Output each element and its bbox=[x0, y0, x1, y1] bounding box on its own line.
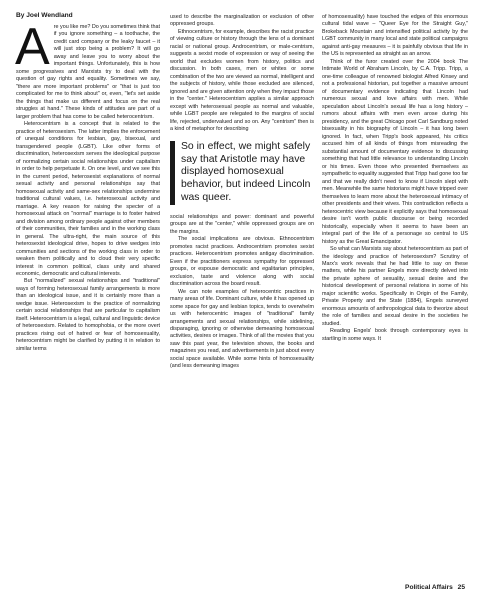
page-footer bbox=[405, 584, 465, 591]
article-column-3 bbox=[322, 14, 468, 343]
drop-cap: A bbox=[15, 18, 50, 76]
paragraph: Ethnocentrism, for example, describes the racist practice of viewing culture or history through the lens of a dominant racial or national group. Androcentrism, or male-centrism, suggests a sexist mode of expression or way of seeing the world that excludes women from history, politics and discussion. In both cases, men or whites or some combination of the two are viewed as normal, intelligent and the subjects of history, while those excluded are silenced, ignored and are given attention only when they impact those in the "center." Heterocentrism applies a similar approach except with heterosexual people as normal and valuable, while LGBT people are relegated to the margins of social life, rejected, undervalued and so on. Any "centrism" then is a kind of metaphor for describing bbox=[170, 28, 314, 133]
page-number: 25 bbox=[457, 584, 465, 591]
paragraph: We can note examples of heterocentric practices in many areas of life. Dominant culture, while it has opened up some space for gay and lesbian topics, tends to overwhelm us with heterocentric images of "traditional" family arrangements and sexual relationships, while sidelining, disparaging, ignoring or otherwise demeaning homosexual activities, desires or images. Think of all the movies that you saw this past year, the television shows, the books and magazines you read, and advertisements in just about every social space available. While some hints of homosexuality (and less demeaning images bbox=[170, 288, 314, 370]
article-column-2 bbox=[170, 14, 314, 371]
paragraph: social relationships and power: dominant and powerful groups are at the "center," while oppressed groups are on the margins. bbox=[170, 213, 314, 235]
paragraph: But "normalized" sexual relationships and "traditional" ways of forming heterosexual family arrangements is more than an ideological issue, and it is certainly more than a wedge issue. Heterosexism is the practice of normalizing certain social relationships that are particular to capitalism itself. Heterocentrism is a legal, cultural and linguistic device of heterosexism. Related to homophobia, or the more overt practices rising out of hatred or fear of homosexuality, heterocentrism might be clarified by putting it in relation to similar terms bbox=[16, 278, 160, 352]
paragraph: So what can Marxists say about heterocentrism as part of the ideology and practice of heterosexism? Scrutiny of Marx's work reveals that he had little to say on these matters, while his partner Engels more directly delved into the private sphere of sexuality, sexual desire and the historical development of personal relations in some of his major scientific works. Specifically in Origin of the Family, Private Property and the State (1884), Engels surveyed enormous amounts of anthropological data to theorize about the role of families and sexual desire in the societies he studied. bbox=[322, 246, 468, 327]
paragraph: re you like me? Do you sometimes think that if you ignore something – a toothache, the credit card company or the leaky faucet – it will just stop being a problem? It will go away and leave you to worry about the important things. Unfortunately, this is how some progressives and Marxists try to deal with the question of gay rights and equality. Sometimes we say, "there are more important problems" or "that is just too complicated for me to think about" or, even, "let's set aside the things that make us different and focus on the real struggles at hand." These kinds of attitudes are part of a larger problem that has come to be called heterocentrism. bbox=[16, 24, 160, 120]
pull-quote: So in effect, we might safely say that Aristotle may have displayed homosexual behavior, but indeed Lincoln was queer. bbox=[170, 141, 314, 205]
article-column-1 bbox=[15, 18, 160, 353]
byline: By Joel Wendland bbox=[16, 12, 73, 19]
paragraph: Think of the furor created over the 2004 book The Intimate World of Abraham Lincoln, by C.A. Tripp. Tripp, a one-time colleague of renowned biologist Alfred Kinsey and not a professional historian, put together a massive amount of documentary evidence indicating that Lincoln had numerous sexual and love affairs with men. While speculation about Lincoln's sexual life has a long history – rumors about affairs with men even arose during his presidency, and the great Chicago poet Carl Sandburg noted bisexuality in his biography of Lincoln – it has long been ignored. In fact, when Tripp's book appeared, his critics accused him of all kinds of things from misreading the substantial amount of documentary evidence to discussing something that had little relevance to understanding Lincoln or his times. Even those who presented themselves as sympathetic to equality suggested that Tripp had gone too far and that we really didn't need to know if Lincoln slept with men. Meanwhile the same historians might have tripped over themselves to learn more about the heterosexual intimacy of other presidents and their wives. This contradiction reflects a heterocentric view because it explicitly says that homosexual desire isn't worth public discourse or being recorded historically, especially when it seems to have been an integral part of the life of a personage so central to US history as the Great Emancipator. bbox=[322, 58, 468, 245]
paragraph: The social implications are obvious. Ethnocentrism promotes racist practices. Androcentrism promotes sexist practices. Heterocentrism promotes antigay discrimination. Even if the practitioners express sympathy for oppressed groups, or espouse democratic and egalitarian principles, exclusion, taste and violence along with social discrimination across the board result. bbox=[170, 236, 314, 288]
paragraph: of homosexuality) have touched the edges of this enormous cultural tidal wave – "Queer Eye for the Straight Guy," Brokeback Mountain and intensified political activity by the LGBT community in many local and state political campaigns against anti-gay measures – it is painfully obvious that life in the US is represented as straight as an arrow. bbox=[322, 14, 468, 58]
paragraph: Heterocentrism is a concept that is related to the practice of heterosexism. The latter implies the enforcement of unequal conditions for lesbian, gay, bisexual, and transgendered people (LGBT). Like other forms of discrimination, heterosexism serves the ideological purpose of normalizing certain social relationships under capitalism in order to help perpetuate it. On one level, and we see this in the current period, heterosexist explanations of normal sexual activity and personal relationships say that homosexual activity and same-sex relationships undermine traditional cultural values, i.e. heterosexual activity and marriage. A key reason for raising the specter of a homosexual attack on "normal" marriage is to foster hatred and division among ordinary people against other members of their communities, their families and in the working class in general. The ultra-right, the main source of this heterosexist ideological drive, hopes to drive wedges into communities and sections of the working class in order to weaken them politically and to cloud their very specific interest in common political, class unity and shared economic, democratic and cultural interests. bbox=[16, 121, 160, 277]
magazine-name: Political Affairs bbox=[405, 584, 453, 591]
paragraph: used to describe the marginalization or exclusion of other oppressed groups. bbox=[170, 14, 314, 28]
paragraph: Reading Engels' book through contemporary eyes is startling in some ways. It bbox=[322, 328, 468, 342]
